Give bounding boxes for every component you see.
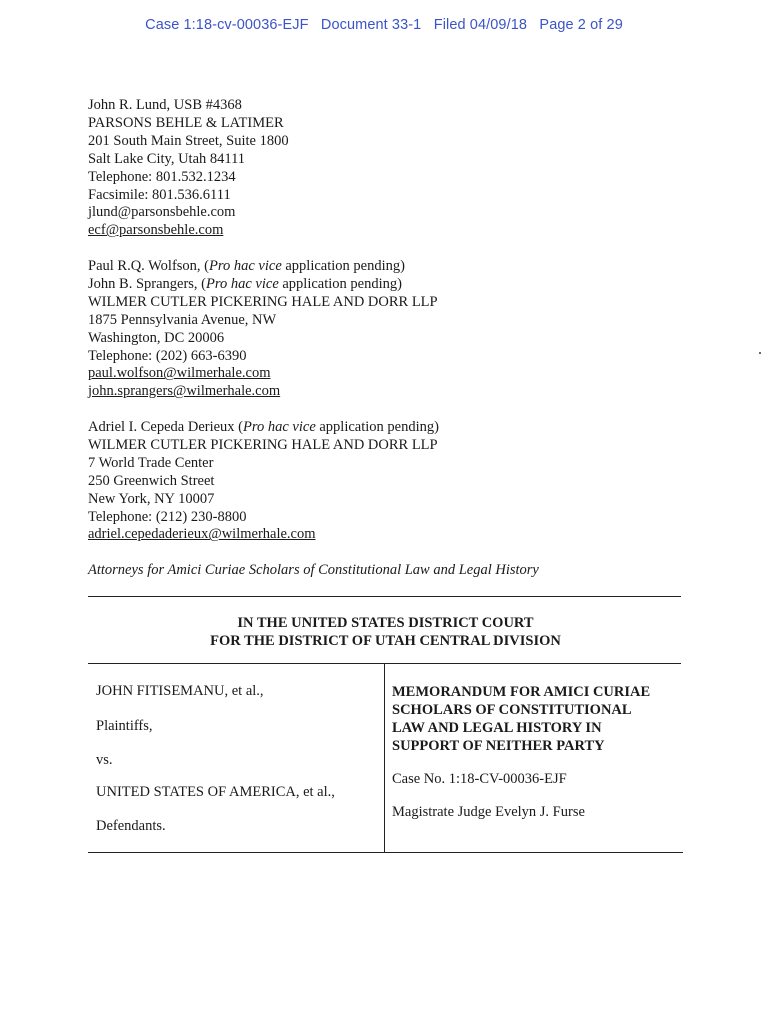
attorneys-for-statement: Attorneys for Amici Curiae Scholars of Constitutional Law and Legal History (88, 562, 539, 578)
email-link-ecf[interactable]: ecf@parsonsbehle.com (88, 222, 224, 239)
case-number: Case No. 1:18-CV-00036-EJF (392, 771, 567, 787)
counsel-block-wilmer-ny (88, 419, 439, 544)
memorandum-title-line: SCHOLARS OF CONSTITUTIONAL (392, 702, 632, 718)
counsel-line: WILMER CUTLER PICKERING HALE AND DORR LLP (88, 436, 438, 453)
counsel-block-wilmer-dc (88, 258, 438, 401)
court-title-line: FOR THE DISTRICT OF UTAH CENTRAL DIVISION (210, 633, 561, 649)
counsel-line: Telephone: 801.532.1234 (88, 168, 236, 185)
caption-bottom-rule (88, 852, 683, 853)
memorandum-title-line: LAW AND LEGAL HISTORY IN (392, 720, 602, 736)
counsel-line: Telephone: (202) 663-6390 (88, 347, 247, 364)
memorandum-title (392, 683, 650, 755)
court-title-line: IN THE UNITED STATES DISTRICT COURT (237, 615, 534, 631)
counsel-line: John R. Lund, USB #4368 (88, 97, 242, 113)
counsel-status: application pending) (281, 258, 405, 274)
counsel-name: Paul R.Q. Wolfson, ( (88, 258, 210, 274)
magistrate-judge: Magistrate Judge Evelyn J. Furse (392, 804, 585, 820)
pro-hac-vice-label: Pro hac vice (209, 258, 282, 274)
defendant-name: UNITED STATES OF AMERICA, et al., (96, 784, 335, 800)
counsel-line: jlund@parsonsbehle.com (88, 204, 236, 221)
plaintiff-role: Plaintiffs, (96, 718, 153, 734)
pro-hac-vice-label: Pro hac vice (243, 419, 316, 435)
scan-speck (759, 352, 761, 354)
counsel-line: New York, NY 10007 (88, 490, 215, 507)
email-link-cepeda[interactable]: adriel.cepedaderieux@wilmerhale.com (88, 526, 316, 543)
email-link-wolfson[interactable]: paul.wolfson@wilmerhale.com (88, 365, 271, 382)
counsel-line: Facsimile: 801.536.6111 (88, 186, 231, 203)
counsel-line: WILMER CUTLER PICKERING HALE AND DORR LLP (88, 293, 438, 310)
counsel-line-cepeda (88, 419, 439, 437)
pro-hac-vice-label: Pro hac vice (206, 275, 279, 292)
defendant-role: Defendants. (96, 818, 166, 834)
counsel-line: Telephone: (212) 230-8800 (88, 508, 247, 525)
caption-divider-rule (384, 664, 385, 853)
email-link-sprangers[interactable]: john.sprangers@wilmerhale.com (88, 383, 281, 400)
counsel-block-parsons (88, 97, 289, 240)
counsel-name: Adriel I. Cepeda Derieux ( (88, 419, 244, 435)
counsel-line-sprangers (88, 276, 438, 294)
counsel-line: 1875 Pennsylvania Avenue, NW (88, 311, 277, 328)
memorandum-title-line: SUPPORT OF NEITHER PARTY (392, 738, 605, 754)
counsel-name: John B. Sprangers, ( (88, 275, 207, 292)
memorandum-title-line: MEMORANDUM FOR AMICI CURIAE (392, 684, 651, 700)
counsel-line-wolfson (88, 258, 438, 276)
counsel-status: application pending) (315, 419, 439, 435)
court-title (88, 614, 683, 650)
plaintiff-name: JOHN FITISEMANU, et al., (96, 683, 264, 699)
counsel-line: 7 World Trade Center (88, 454, 214, 471)
counsel-status: application pending) (278, 275, 402, 292)
counsel-line: Salt Lake City, Utah 84111 (88, 150, 246, 167)
divider-rule (88, 596, 681, 597)
versus-label: vs. (96, 752, 113, 768)
counsel-line: 250 Greenwich Street (88, 472, 215, 489)
counsel-line: PARSONS BEHLE & LATIMER (88, 114, 284, 131)
case-header-stamp: Case 1:18-cv-00036-EJF Document 33-1 Filed 04/09/18 Page 2 of 29 (145, 17, 623, 33)
counsel-line: 201 South Main Street, Suite 1800 (88, 132, 289, 149)
counsel-line: Washington, DC 20006 (88, 329, 225, 346)
